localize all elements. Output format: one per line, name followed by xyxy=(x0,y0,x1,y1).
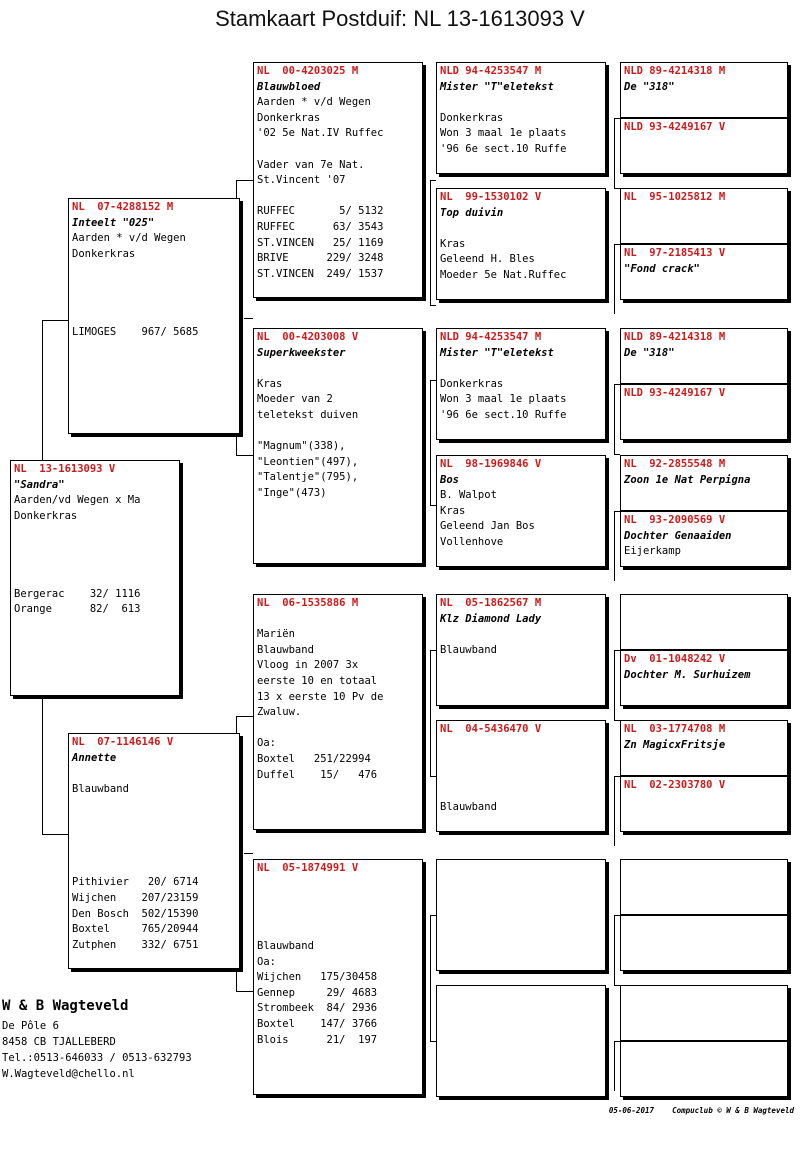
connector-line xyxy=(614,776,615,846)
info-line: Boxtel 765/20944 xyxy=(72,923,199,936)
connector-line xyxy=(244,853,253,854)
connector-line xyxy=(614,915,615,985)
connector-line xyxy=(430,380,431,505)
info-line: Den Bosch 502/15390 xyxy=(72,907,199,920)
info-line: ST.VINCEN 249/ 1537 xyxy=(257,267,384,280)
pigeon-name xyxy=(257,877,419,893)
ring-number: NLD 93-4249167 V xyxy=(624,387,726,399)
info-line: Bergerac 32/ 1116 xyxy=(14,587,141,600)
info-line: Gennep 29/ 4683 xyxy=(257,986,378,999)
info-line: Aarden/vd Wegen x Ma xyxy=(14,494,141,507)
breeder-street: De Pôle 6 xyxy=(2,1020,59,1032)
info-line: Pithivier 20/ 6714 xyxy=(72,876,199,889)
info-line xyxy=(72,278,236,294)
info-line: Won 3 maal 1e plaats xyxy=(440,393,567,406)
ring-number: NL 05-1874991 V xyxy=(257,862,359,874)
info-line xyxy=(72,844,236,860)
connector-line xyxy=(236,716,253,717)
pigeon-card-mff xyxy=(436,594,606,706)
info-line: Won 3 maal 1e plaats xyxy=(440,127,567,140)
info-line xyxy=(14,540,176,556)
ring-number: NLD 94-4253547 M xyxy=(440,331,542,343)
ring-number: NLD 93-4249167 V xyxy=(624,121,726,133)
pigeon-card-g13 xyxy=(620,859,788,915)
info-line xyxy=(72,813,236,829)
info-line xyxy=(440,784,602,800)
connector-line xyxy=(430,650,431,776)
pigeon-card-subject xyxy=(10,460,180,696)
connector-line xyxy=(430,180,436,181)
info-line: Vollenhove xyxy=(440,535,504,548)
breeder-city: 8458 CB TJALLEBERD xyxy=(2,1036,116,1048)
info-line xyxy=(72,262,236,278)
pigeon-name: Dochter M. Surhuizem xyxy=(624,668,751,681)
ring-number: NL 05-1862567 M xyxy=(440,597,542,609)
pigeon-card-g16 xyxy=(620,1041,788,1097)
info-line xyxy=(440,95,602,111)
info-line: Aarden * v/d Wegen xyxy=(257,96,371,109)
pigeon-card-mmm xyxy=(436,985,606,1097)
pigeon-card-g3 xyxy=(620,188,788,244)
info-line xyxy=(14,556,176,572)
pigeon-card-g14 xyxy=(620,915,788,971)
ring-number: NL 00-4203025 M xyxy=(257,65,359,77)
connector-line xyxy=(42,320,43,460)
ring-number: NL 00-4203008 V xyxy=(257,331,359,343)
info-line: "Talentje"(795), xyxy=(257,471,359,484)
info-line: Donkerkras xyxy=(440,377,504,390)
connector-line xyxy=(42,320,68,321)
info-line xyxy=(72,797,236,813)
info-line: BRIVE 229/ 3248 xyxy=(257,252,384,265)
pigeon-name: Superkweekster xyxy=(257,346,346,359)
ring-number: NL 07-1146146 V xyxy=(72,736,174,748)
info-line xyxy=(440,627,602,643)
info-line: Zutphen 332/ 6751 xyxy=(72,938,199,951)
info-line: Moeder van 2 xyxy=(257,393,333,406)
connector-line xyxy=(614,650,615,720)
info-line: Blauwband xyxy=(440,800,497,813)
info-line xyxy=(440,361,602,377)
info-line: "Inge"(473) xyxy=(257,486,327,499)
pigeon-name: Inteelt "025" xyxy=(72,216,155,229)
info-line: Blauwband xyxy=(440,643,497,656)
info-line: '02 5e Nat.IV Ruffec xyxy=(257,127,384,140)
info-line: Vloog in 2007 3x xyxy=(257,659,359,672)
info-line: Donkerkras xyxy=(14,509,78,522)
info-line xyxy=(257,142,419,158)
ring-number: NL 03-1774708 M xyxy=(624,723,726,735)
info-line: Aarden * v/d Wegen xyxy=(72,232,186,245)
info-line xyxy=(257,189,419,205)
info-line: Blois 21/ 197 xyxy=(257,1033,378,1046)
pigeon-card-g8 xyxy=(620,511,788,567)
pigeon-name xyxy=(440,738,602,754)
info-line: ST.VINCEN 25/ 1169 xyxy=(257,236,384,249)
pigeon-card-g5 xyxy=(620,328,788,384)
info-line: eerste 10 en totaal xyxy=(257,674,378,687)
ring-number: NLD 89-4214318 M xyxy=(624,331,726,343)
connector-line xyxy=(614,511,615,581)
connector-line xyxy=(614,1041,615,1091)
pigeon-card-father xyxy=(68,198,240,434)
info-line: Wijchen 207/23159 xyxy=(72,891,199,904)
info-line xyxy=(257,908,419,924)
info-line: Donkerkras xyxy=(257,111,321,124)
pigeon-card-mm xyxy=(253,859,423,1095)
pigeon-card-g10 xyxy=(620,650,788,706)
info-line: Boxtel 251/22994 xyxy=(257,752,371,765)
info-line: Boxtel 147/ 3766 xyxy=(257,1017,378,1030)
pigeon-card-mf xyxy=(253,594,423,830)
pigeon-card-g2 xyxy=(620,118,788,174)
pigeon-card-g9 xyxy=(620,594,788,650)
connector-line xyxy=(236,991,253,992)
ring-number: NL 95-1025812 M xyxy=(624,191,726,203)
pigeon-name: Zoon 1e Nat Perpigna xyxy=(624,473,751,486)
pigeon-card-g15 xyxy=(620,985,788,1041)
info-line: Oa: xyxy=(257,737,276,750)
pigeon-card-ff xyxy=(253,62,423,298)
pigeon-card-g6 xyxy=(620,384,788,440)
info-line: Donkerkras xyxy=(72,247,136,260)
pigeon-name: Dochter Genaaiden xyxy=(624,529,732,542)
ring-number: NL 07-4288152 M xyxy=(72,201,174,213)
pigeon-card-g11 xyxy=(620,720,788,776)
connector-line xyxy=(614,384,615,454)
info-line: Wijchen 175/30458 xyxy=(257,971,378,984)
connector-line xyxy=(236,455,253,456)
info-line xyxy=(257,923,419,939)
connector-line xyxy=(244,318,253,319)
ring-number: NLD 94-4253547 M xyxy=(440,65,542,77)
info-line: St.Vincent '07 xyxy=(257,174,346,187)
pigeon-card-g4 xyxy=(620,244,788,300)
pigeon-name: Blauwbloed xyxy=(257,80,321,93)
breeder-phone: Tel.:0513-646033 / 0513-632793 xyxy=(2,1052,192,1064)
pigeon-name xyxy=(257,612,419,628)
info-line: Oa: xyxy=(257,955,276,968)
pigeon-name: Bos xyxy=(440,473,459,486)
connector-line xyxy=(430,180,431,305)
info-line: Blauwband xyxy=(257,939,314,952)
ring-number: NL 02-2303780 V xyxy=(624,779,726,791)
connector-line xyxy=(430,915,431,1041)
ring-number: NL 99-1530102 V xyxy=(440,191,542,203)
info-line: '96 6e sect.10 Ruffe xyxy=(440,142,567,155)
pigeon-name: "Fond crack" xyxy=(624,262,700,275)
info-line xyxy=(72,294,236,310)
pigeon-name: Zn MagicxFritsje xyxy=(624,738,726,751)
info-line xyxy=(440,769,602,785)
info-line xyxy=(72,309,236,325)
footer xyxy=(609,1106,794,1115)
pigeon-card-fmm xyxy=(436,455,606,567)
breeder-email: W.Wagteveld@chello.nl xyxy=(2,1068,135,1080)
info-line: B. Walpot xyxy=(440,489,497,502)
info-line: "Magnum"(338), xyxy=(257,440,346,453)
info-line xyxy=(257,892,419,908)
info-line: Mariën xyxy=(257,628,295,641)
footer-credit: Compuclub © W & B Wagteveld xyxy=(672,1106,794,1115)
pigeon-card-ffm xyxy=(436,188,606,300)
pigeon-card-g1 xyxy=(620,62,788,118)
breeder-name: W & B Wagteveld xyxy=(2,998,129,1014)
ring-number: NLD 89-4214318 M xyxy=(624,65,726,77)
info-line: teletekst duiven xyxy=(257,408,359,421)
connector-line xyxy=(430,305,436,306)
info-line: Geleend Jan Bos xyxy=(440,520,535,533)
info-line: Donkerkras xyxy=(440,111,504,124)
pigeon-card-fff xyxy=(436,62,606,174)
ring-number: Dv 01-1048242 V xyxy=(624,653,726,665)
pigeon-name: Annette xyxy=(72,751,117,764)
pigeon-card-mmf xyxy=(436,859,606,971)
pigeon-name: Top duivin xyxy=(440,206,504,219)
info-line: Vader van 7e Nat. xyxy=(257,158,365,171)
pigeon-name: "Sandra" xyxy=(14,478,65,491)
ring-number: NL 13-1613093 V xyxy=(14,463,116,475)
pigeon-card-g7 xyxy=(620,455,788,511)
info-line: Eijerkamp xyxy=(624,545,681,558)
info-line: RUFFEC 63/ 3543 xyxy=(257,220,384,233)
pigeon-name: Klz Diamond Lady xyxy=(440,612,542,625)
info-line xyxy=(14,524,176,540)
pigeon-card-fmf xyxy=(436,328,606,440)
pigeon-name: De "318" xyxy=(624,80,675,93)
info-line: Orange 82/ 613 xyxy=(14,603,141,616)
info-line: Strombeek 84/ 2936 xyxy=(257,1002,378,1015)
info-line: LIMOGES 967/ 5685 xyxy=(72,325,199,338)
info-line: 13 x eerste 10 Pv de xyxy=(257,690,384,703)
connector-line xyxy=(614,118,615,188)
info-line: Kras xyxy=(440,237,466,250)
ring-number: NL 92-2855548 M xyxy=(624,458,726,470)
info-line xyxy=(72,829,236,845)
info-line xyxy=(257,361,419,377)
connector-line xyxy=(42,834,68,835)
info-line: RUFFEC 5/ 5132 xyxy=(257,205,384,218)
ring-number: NL 97-2185413 V xyxy=(624,247,726,259)
info-line xyxy=(72,860,236,876)
pigeon-name: De "318" xyxy=(624,346,675,359)
info-line xyxy=(440,753,602,769)
ring-number: NL 93-2090569 V xyxy=(624,514,726,526)
info-line: '96 6e sect.10 Ruffe xyxy=(440,408,567,421)
info-line xyxy=(257,424,419,440)
info-line: Kras xyxy=(440,504,466,517)
ring-number: NL 06-1535886 M xyxy=(257,597,359,609)
info-line: Kras xyxy=(257,377,283,390)
pigeon-card-fm xyxy=(253,328,423,564)
page-title: Stamkaart Postduif: NL 13-1613093 V xyxy=(215,6,585,31)
info-line: Duffel 15/ 476 xyxy=(257,768,378,781)
footer-date: 05-06-2017 xyxy=(608,1106,655,1115)
info-line xyxy=(440,221,602,237)
info-line xyxy=(14,571,176,587)
pigeon-card-g12 xyxy=(620,776,788,832)
pigeon-card-mfm xyxy=(436,720,606,832)
connector-line xyxy=(42,696,43,834)
info-line: Geleend H. Bles xyxy=(440,253,535,266)
ring-number: NL 04-5436470 V xyxy=(440,723,542,735)
info-line xyxy=(257,721,419,737)
info-line: Blauwband xyxy=(257,643,314,656)
info-line xyxy=(72,766,236,782)
ring-number: NL 98-1969846 V xyxy=(440,458,542,470)
info-line: Blauwband xyxy=(72,782,129,795)
pigeon-card-mother xyxy=(68,733,240,969)
connector-line xyxy=(614,244,615,314)
pigeon-name: Mister "T"eletekst xyxy=(440,346,554,359)
info-line: Moeder 5e Nat.Ruffec xyxy=(440,268,567,281)
pigeon-name: Mister "T"eletekst xyxy=(440,80,554,93)
breeder-info xyxy=(2,998,192,1082)
connector-line xyxy=(236,180,253,181)
info-line: "Leontien"(497), xyxy=(257,455,359,468)
info-line: Zwaluw. xyxy=(257,706,302,719)
